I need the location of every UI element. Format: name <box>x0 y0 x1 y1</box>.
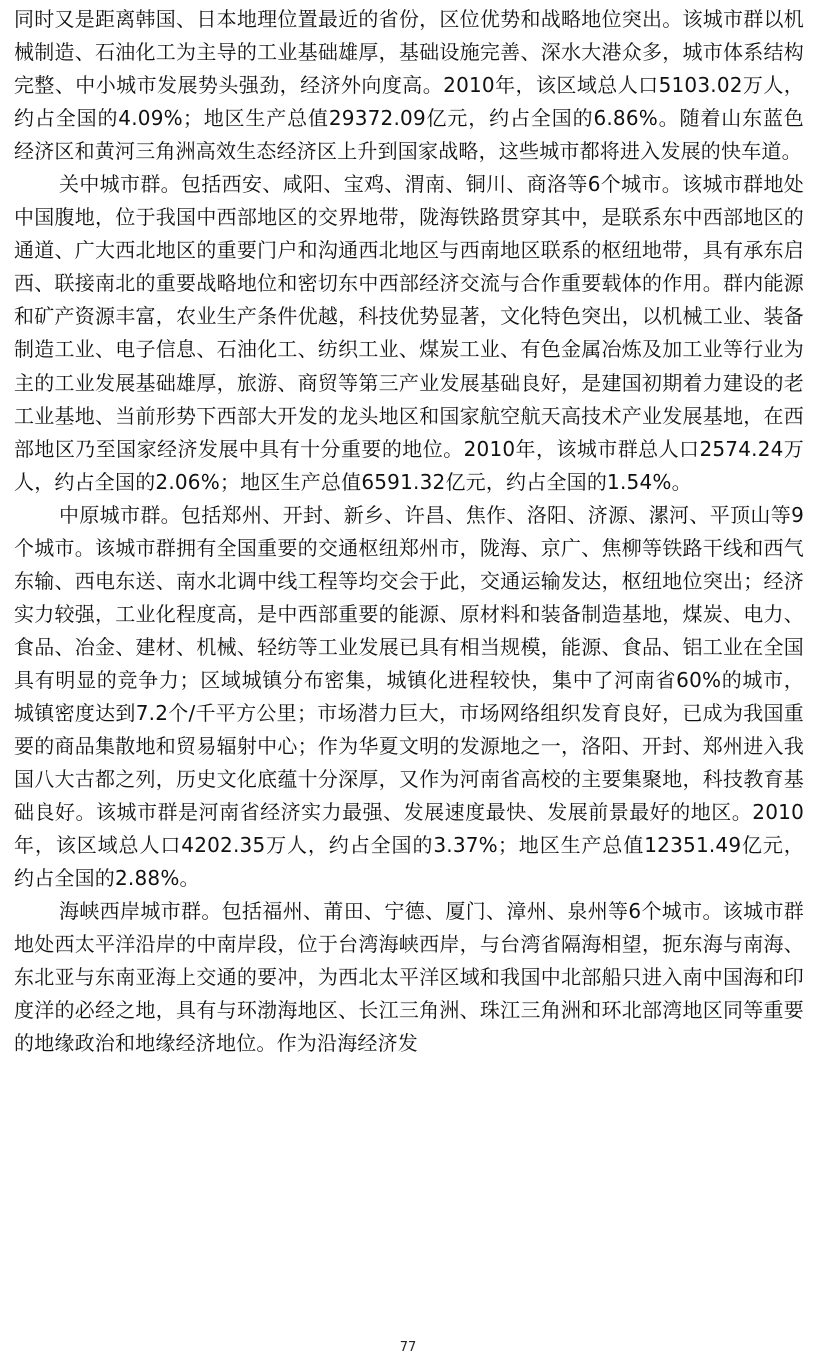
paragraph-west-strait-city-cluster: 海峡西岸城市群。包括福州、莆田、宁德、厦门、漳州、泉州等6个城市。该城市群地处西太平洋沿岸的中南岸段，位于台湾海峡西岸，与台湾省隔海相望，扼东海与南海、东北亚与东南亚海上交通的要冲，为西北太平洋区域和我国中北部船只进入南中国海和印度洋的必经之地，具有与环渤海地区、长江三角洲、珠江三角洲和环北部湾地区同等重要的地缘政治和地缘经济地位。作为沿海经济发 <box>14 899 804 1056</box>
page-number: 77 <box>399 1340 417 1355</box>
paragraph-shandong-peninsula-continued: 同时又是距离韩国、日本地理位置最近的省份，区位优势和战略地位突出。该城市群以机械制造、石油化工为主导的工业基础雄厚，基础设施完善、深水大港众多，城市体系结构完整、中小城市发展势头强劲，经济外向度高。2010年，该区域总人口5103.02万人，约占全国的4.09%；地区生产总值29372.09亿元，约占全国的6.86%。随着山东蓝色经济区和黄河三角洲高效生态经济区上升到国家战略，这些城市都将进入发展的快车道。 <box>14 7 804 164</box>
paragraph-guanzhong-city-cluster: 关中城市群。包括西安、咸阳、宝鸡、渭南、铜川、商洛等6个城市。该城市群地处中国腹地，位于我国中西部地区的交界地带，陇海铁路贯穿其中，是联系东中西部地区的通道、广大西北地区的重要门户和沟通西北地区与西南地区联系的枢纽地带，具有承东启西、联接南北的重要战略地位和密切东中西部经济交流与合作重要载体的作用。群内能源和矿产资源丰富，农业生产条件优越，科技优势显著，文化特色突出，以机械工业、装备制造工业、电子信息、石油化工、纺织工业、煤炭工业、有色金属冶炼及加工业等行业为主的工业发展基础雄厚，旅游、商贸等第三产业发展基础良好，是建国初期着力建设的老工业基地、当前形势下西部大开发的龙头地区和国家航空航天高技术产业发展基地，在西部地区乃至国家经济发展中具有十分重要的地位。2010年，该城市群总人口2574.24万人，约占全国的2.06%；地区生产总值6591.32亿元，约占全国的1.54%。 <box>14 172 804 494</box>
body-text <box>14 3 804 1061</box>
paragraph-central-plains-city-cluster: 中原城市群。包括郑州、开封、新乡、许昌、焦作、洛阳、济源、漯河、平顶山等9个城市。该城市群拥有全国重要的交通枢纽郑州市，陇海、京广、焦柳等铁路干线和西气东输、西电东送、南水北调中线工程等均交会于此，交通运输发达，枢纽地位突出；经济实力较强，工业化程度高，是中西部重要的能源、原材料和装备制造基地，煤炭、电力、食品、冶金、建材、机械、轻纺等工业发展已具有相当规模，能源、食品、铝工业在全国具有明显的竞争力；区域城镇分布密集，城镇化进程较快，集中了河南省60%的城市，城镇密度达到7.2个/千平方公里；市场潜力巨大，市场网络组织发育良好，已成为我国重要的商品集散地和贸易辐射中心；作为华夏文明的发源地之一，洛阳、开封、郑州进入我国八大古都之列，历史文化底蕴十分深厚，又作为河南省高校的主要集聚地，科技教育基础良好。该城市群是河南省经济实力最强、发展速度最快、发展前景最好的地区。2010年，该区域总人口4202.35万人，约占全国的3.37%；地区生产总值12351.49亿元，约占全国的2.88%。 <box>14 502 804 891</box>
